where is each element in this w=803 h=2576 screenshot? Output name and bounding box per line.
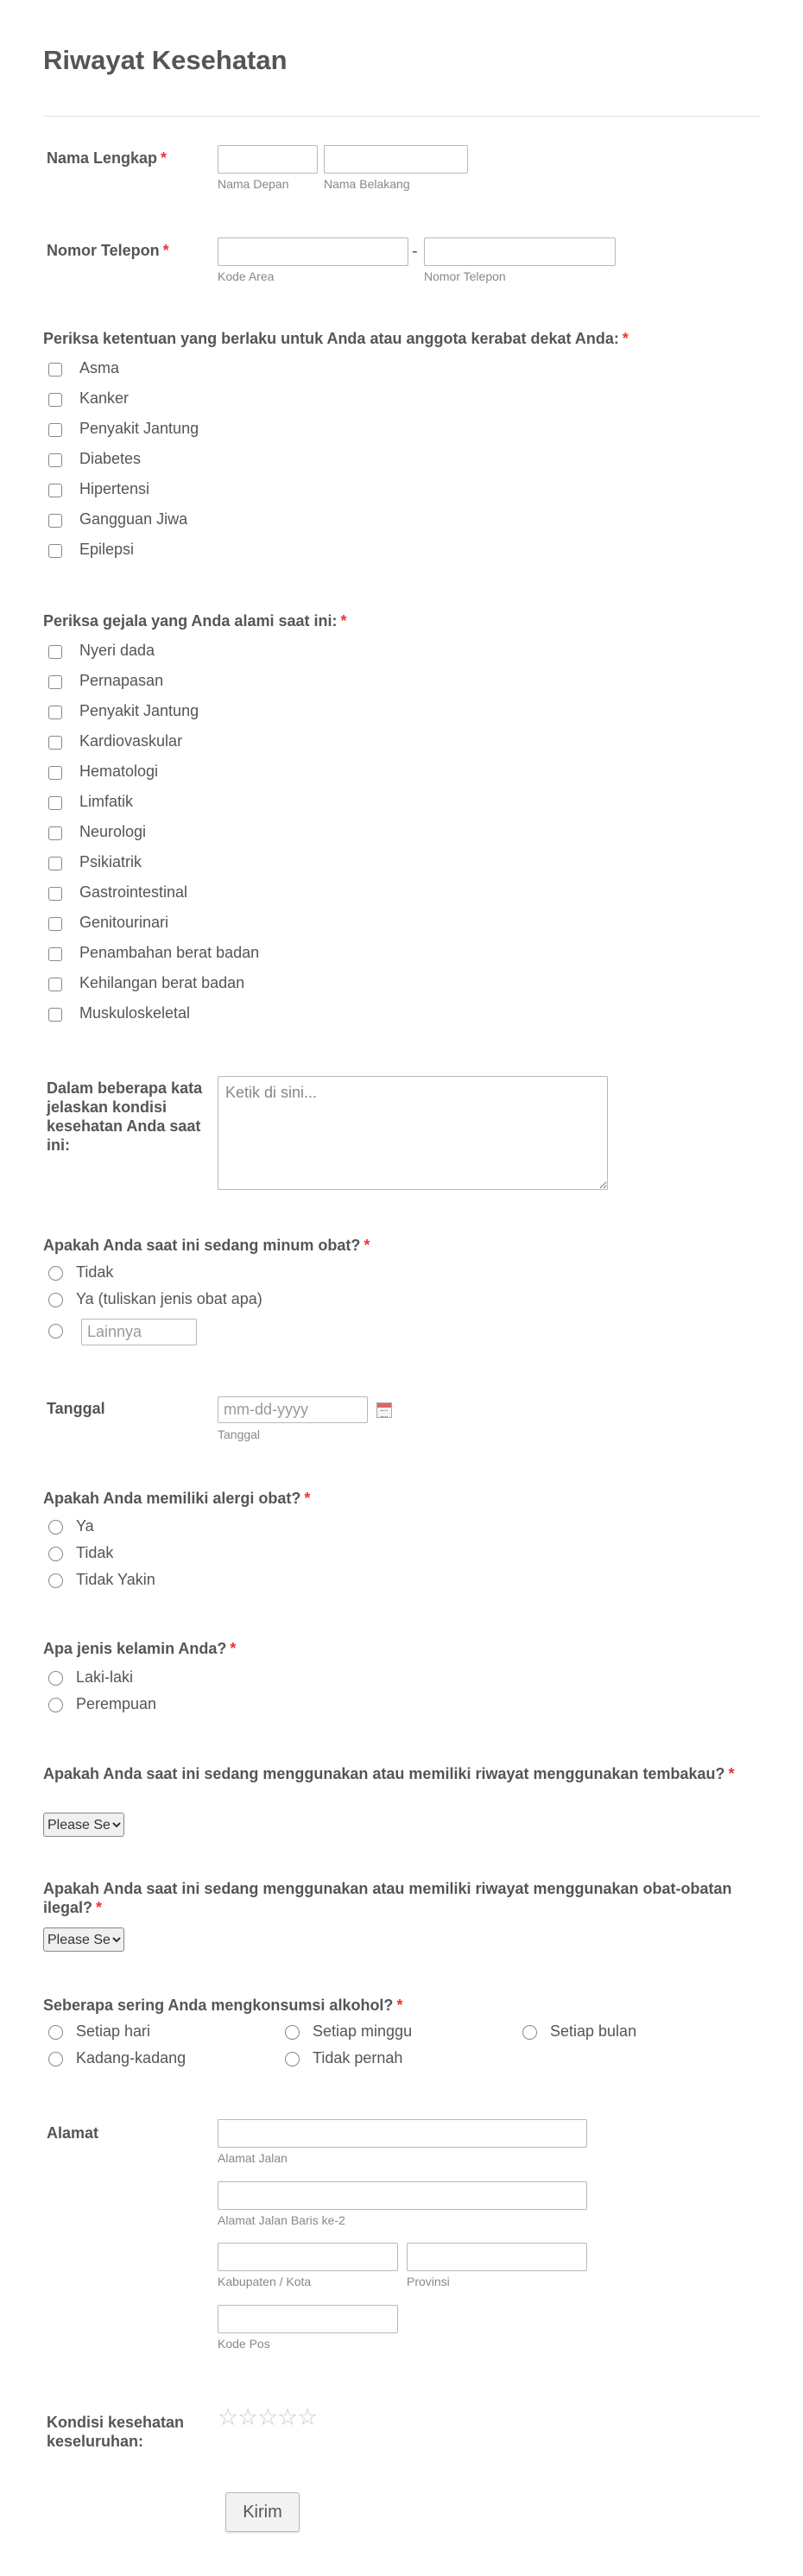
form-title: Riwayat Kesehatan: [43, 45, 288, 75]
phone-number-sublabel: Nomor Telepon: [424, 269, 506, 283]
medication-label-text: Apakah Anda saat ini sedang minum obat?: [43, 1237, 361, 1254]
star-icon[interactable]: ☆: [218, 2404, 239, 2430]
medication-other-input[interactable]: [81, 1319, 197, 1345]
calendar-icon[interactable]: [376, 1402, 392, 1418]
checkbox[interactable]: [48, 423, 62, 437]
required-mark: *: [340, 612, 347, 630]
description-textarea[interactable]: [218, 1076, 608, 1190]
required-mark: *: [396, 1997, 403, 2014]
date-input[interactable]: [218, 1396, 368, 1423]
radio-button[interactable]: [48, 1573, 63, 1588]
drugs-label-text: Apakah Anda saat ini sedang menggunakan atau memiliki riwayat menggunakan obat-obatan ilegal?: [43, 1880, 732, 1916]
checkbox[interactable]: [48, 766, 62, 780]
title-divider: [43, 116, 760, 117]
radio-button[interactable]: [48, 2052, 63, 2066]
required-mark: *: [622, 330, 629, 347]
radio-button[interactable]: [48, 1293, 63, 1307]
symptoms-label-text: Periksa gejala yang Anda alami saat ini:: [43, 612, 338, 630]
city-input[interactable]: [218, 2243, 398, 2271]
conditions-label: [43, 329, 629, 348]
required-mark: *: [161, 149, 168, 167]
tobacco-label-text: Apakah Anda saat ini sedang menggunakan atau memiliki riwayat menggunakan tembakau?: [43, 1765, 725, 1782]
star-icon[interactable]: ☆: [257, 2404, 279, 2430]
radio-button[interactable]: [48, 1324, 63, 1339]
phone-area-input[interactable]: [218, 237, 408, 266]
radio-button[interactable]: [48, 1671, 63, 1686]
last-name-input[interactable]: [324, 145, 468, 174]
checkbox[interactable]: [48, 978, 62, 991]
radio-button[interactable]: [522, 2025, 537, 2040]
checkbox[interactable]: [48, 453, 62, 467]
street2-input[interactable]: [218, 2181, 587, 2210]
full-name-label-text: Nama Lengkap: [47, 149, 158, 167]
star-rating: [218, 2406, 321, 2430]
drugs-label: [43, 1879, 734, 1917]
checkbox[interactable]: [48, 1008, 62, 1022]
checkbox[interactable]: [48, 826, 62, 840]
gender-label: [43, 1639, 236, 1658]
first-name-sublabel: Nama Depan: [218, 177, 289, 191]
tobacco-label: [43, 1764, 768, 1783]
checkbox[interactable]: [48, 645, 62, 659]
street-input[interactable]: [218, 2119, 587, 2148]
postal-code-sublabel: Kode Pos: [218, 2337, 270, 2351]
checkbox[interactable]: [48, 917, 62, 931]
radio-button[interactable]: [48, 1547, 63, 1561]
radio-button[interactable]: [48, 2025, 63, 2040]
date-label: Tanggal: [47, 1400, 105, 1417]
submit-button[interactable]: Kirim: [225, 2492, 300, 2532]
rating-label: Kondisi kesehatan keseluruhan:: [47, 2414, 185, 2450]
required-mark: *: [96, 1899, 103, 1916]
checkbox[interactable]: [48, 393, 62, 407]
phone-label: [47, 241, 169, 260]
phone-area-sublabel: Kode Area: [218, 269, 275, 283]
phone-number-input[interactable]: [424, 237, 616, 266]
phone-separator: -: [412, 242, 418, 261]
radio-button[interactable]: [48, 1520, 63, 1535]
full-name-label: [47, 149, 167, 168]
province-sublabel: Provinsi: [407, 2275, 450, 2288]
medication-label: [43, 1236, 370, 1255]
required-mark: *: [364, 1237, 370, 1254]
address-label: Alamat: [47, 2124, 99, 2142]
drugs-select[interactable]: [43, 1927, 124, 1952]
checkbox[interactable]: [48, 887, 62, 901]
radio-button[interactable]: [285, 2025, 300, 2040]
allergy-label: [43, 1489, 310, 1508]
required-mark: *: [162, 242, 169, 259]
checkbox[interactable]: [48, 706, 62, 719]
date-sublabel: Tanggal: [218, 1427, 261, 1441]
city-sublabel: Kabupaten / Kota: [218, 2275, 312, 2288]
checkbox[interactable]: [48, 544, 62, 558]
radio-button[interactable]: [48, 1698, 63, 1712]
star-icon[interactable]: ☆: [277, 2404, 299, 2430]
form-page: Riwayat Kesehatan Nama Lengkap * Nama Depan Nama Belakang Nomor Telepon * - Kode Area Nomor Telepon Periksa ketentuan yang berlaku untuk Anda atau anggota kerabat dekat Anda: * Asma Kanker Penyakit Jantung Diabetes Hipertensi Gangguan Jiwa Epilepsi Periksa gejala yang Anda alami saat ini: * Nyeri dada Pernapasan Penyakit Jantung Kardiovaskular Hematologi Limfatik Neurologi Psikiatrik Gastrointestinal Genitourinari Penambahan berat badan Kehilangan berat badan Muskuloskeletal Dalam beberapa kata jelaskan kondisi kesehatan Anda saat ini: Ketik di sini... Apakah Anda saat ini sedang minum obat? * Tidak Ya (tuliskan jenis obat apa) Lainnya Tanggal mm-dd-yyyy Tanggal Apakah Anda memiliki alergi obat? * Ya Tidak Tidak Yakin Apa jenis kelamin Anda? * Laki-laki Perempuan Apakah Anda saat ini sedang menggunakan atau memiliki riwayat menggunakan tembakau? * Please Select Apakah Anda saat ini sedang menggunakan atau memiliki riwayat menggunakan obat-obatan ilegal? * Please Select Seberapa sering Anda mengkonsumsi alkohol? * Setiap hari Setiap minggu Setiap bulan Kadang-kadang Tidak pernah Alamat Alamat Jalan Alamat Jalan Baris ke-2 Kabupaten / Kota Provinsi Kode Pos Kondisi kesehatan keseluruhan: ☆ ☆ ☆ ☆ ☆ Kirim: [0, 0, 803, 2576]
star-icon[interactable]: ☆: [297, 2404, 319, 2430]
description-label: Dalam beberapa kata jelaskan kondisi kesehatan Anda saat ini:: [47, 1079, 203, 1154]
required-mark: *: [304, 1490, 311, 1507]
postal-code-input[interactable]: [218, 2305, 398, 2333]
checkbox[interactable]: [48, 857, 62, 870]
symptoms-label: [43, 611, 347, 630]
star-icon[interactable]: ☆: [237, 2404, 259, 2430]
checkbox[interactable]: [48, 514, 62, 528]
radio-button[interactable]: [48, 1266, 63, 1281]
checkbox[interactable]: [48, 363, 62, 377]
alcohol-label: [43, 1996, 402, 2015]
first-name-input[interactable]: [218, 145, 318, 174]
last-name-sublabel: Nama Belakang: [324, 177, 410, 191]
checkbox[interactable]: [48, 484, 62, 497]
required-mark: *: [230, 1640, 237, 1657]
street-sublabel: Alamat Jalan: [218, 2151, 288, 2165]
gender-label-text: Apa jenis kelamin Anda?: [43, 1640, 227, 1657]
checkbox[interactable]: [48, 675, 62, 689]
allergy-label-text: Apakah Anda memiliki alergi obat?: [43, 1490, 301, 1507]
checkbox[interactable]: [48, 947, 62, 961]
radio-button[interactable]: [285, 2052, 300, 2066]
tobacco-select[interactable]: [43, 1813, 124, 1837]
street2-sublabel: Alamat Jalan Baris ke-2: [218, 2213, 345, 2227]
phone-label-text: Nomor Telepon: [47, 242, 160, 259]
required-mark: *: [728, 1765, 735, 1782]
checkbox[interactable]: [48, 796, 62, 810]
conditions-label-text: Periksa ketentuan yang berlaku untuk Anda atau anggota kerabat dekat Anda:: [43, 330, 619, 347]
province-input[interactable]: [407, 2243, 587, 2271]
checkbox[interactable]: [48, 736, 62, 750]
alcohol-label-text: Seberapa sering Anda mengkonsumsi alkohol?: [43, 1997, 394, 2014]
